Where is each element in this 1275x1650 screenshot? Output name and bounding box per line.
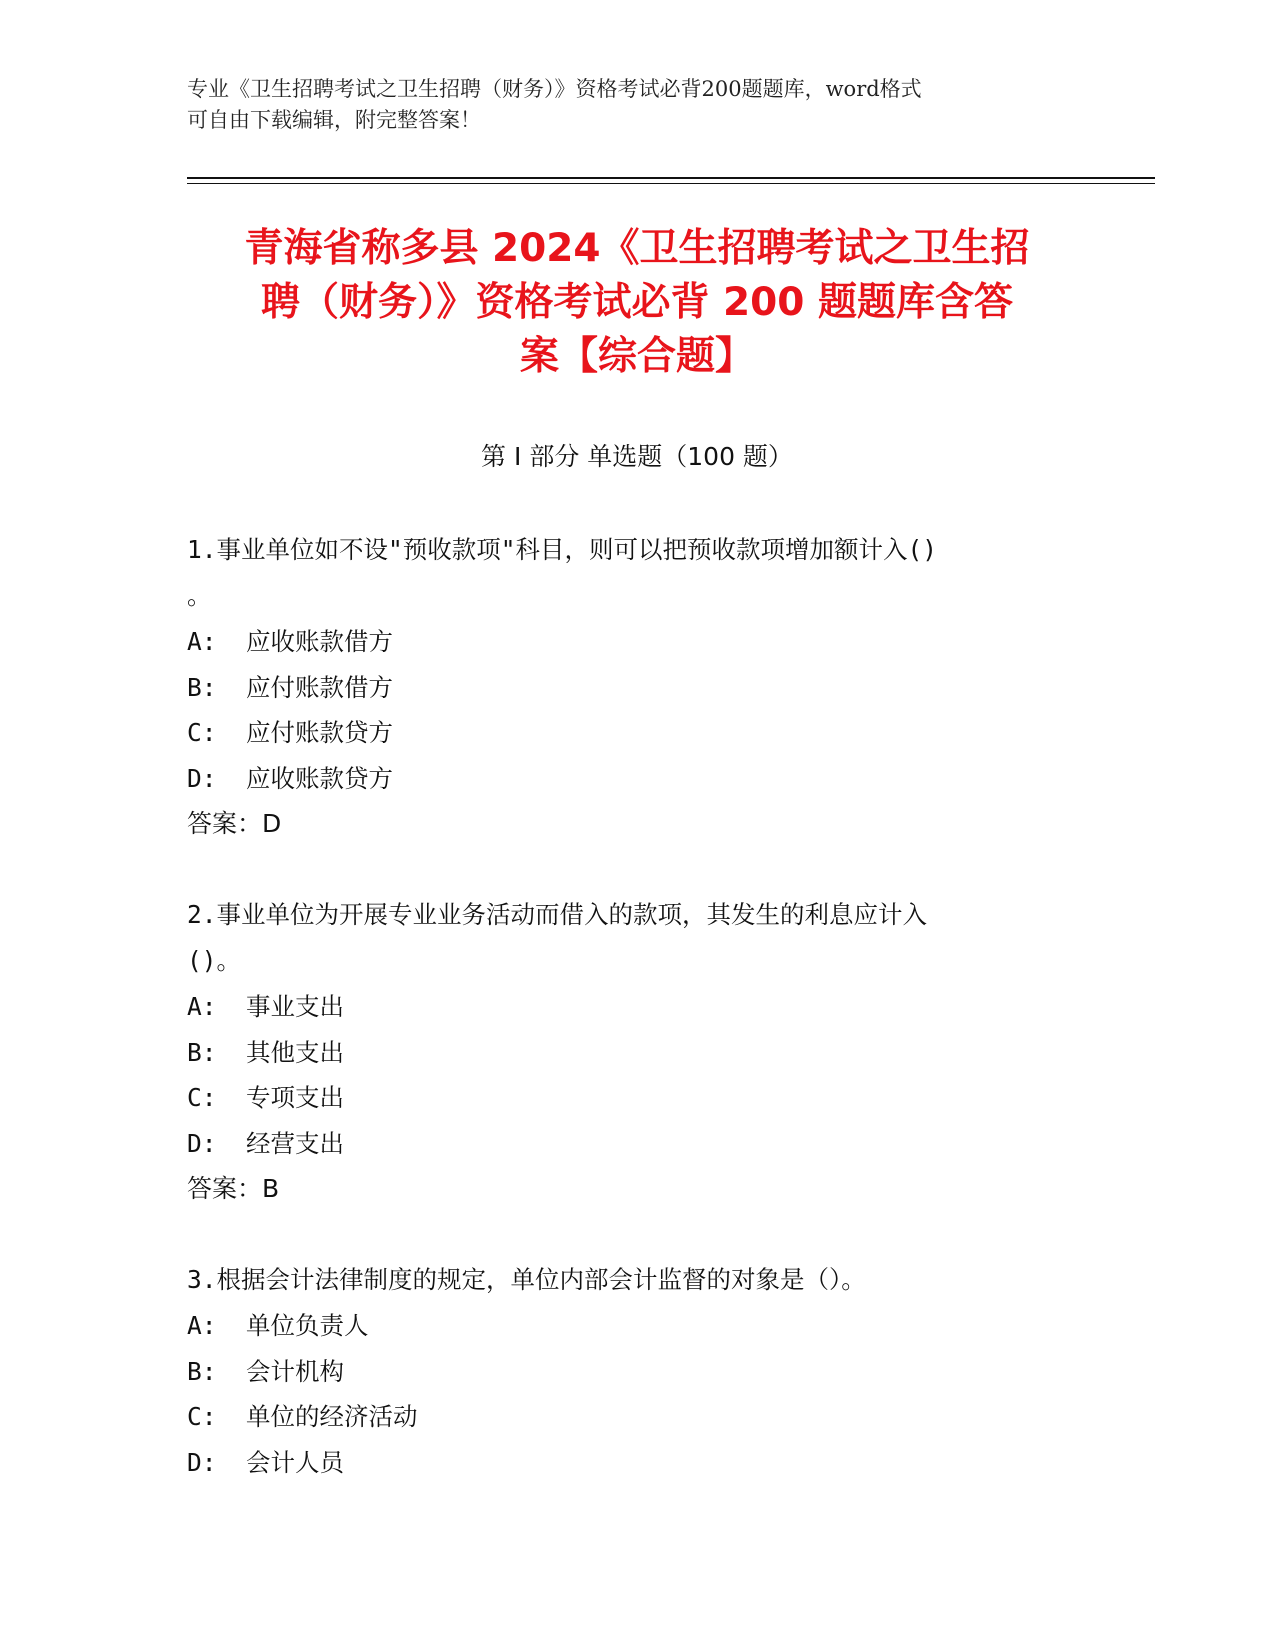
question-2-option-d: D: 经营支出 <box>187 1128 345 1158</box>
question-1-option-b: B: 应付账款借方 <box>187 672 394 702</box>
question-2 <box>187 892 1087 1212</box>
question-1-text-line-2: 。 <box>187 581 212 610</box>
header-divider-thick <box>187 177 1155 179</box>
question-1 <box>187 527 1087 847</box>
question-3-text-line-1: 3.根据会计法律制度的规定，单位内部会计监督的对象是（）。 <box>187 1265 866 1294</box>
question-1-option-a: A: 应收账款借方 <box>187 627 394 656</box>
question-1-option-d: D: 应收账款贷方 <box>187 763 394 793</box>
header-note-line-1: 专业《卫生招聘考试之卫生招聘（财务）》资格考试必背200题题库，word格式 <box>187 77 922 101</box>
header-note-line-2: 可自由下载编辑，附完整答案！ <box>187 108 481 132</box>
question-3-option-a: A: 单位负责人 <box>187 1311 369 1340</box>
question-2-option-b: B: 其他支出 <box>187 1037 345 1067</box>
question-2-text-line-2: ()。 <box>187 946 242 975</box>
question-1-answer: 答案：D <box>187 809 282 838</box>
question-list <box>187 527 1087 1530</box>
document-title-line-1: 青海省称多县 2024《卫生招聘考试之卫生招 <box>244 226 1030 271</box>
question-3 <box>187 1257 1087 1485</box>
question-2-option-c: C: 专项支出 <box>187 1083 345 1112</box>
document-title-line-3: 案【综合题】 <box>519 334 754 379</box>
question-3-option-d: D: 会计人员 <box>187 1447 345 1477</box>
question-1-option-c: C: 应付账款贷方 <box>187 718 394 747</box>
question-3-option-b: B: 会计机构 <box>187 1356 345 1386</box>
document-title-line-2: 聘（财务）》资格考试必背 200 题题库含答 <box>260 280 1014 325</box>
header-divider-thin <box>187 183 1155 184</box>
document-title <box>187 222 1087 384</box>
question-1-text-line-1: 1.事业单位如不设"预收款项"科目，则可以把预收款项增加额计入() <box>187 535 937 564</box>
question-2-answer: 答案：B <box>187 1174 280 1203</box>
section-heading: 第 I 部分 单选题（100 题） <box>481 442 793 471</box>
question-2-text-line-1: 2.事业单位为开展专业业务活动而借入的款项，其发生的利息应计入 <box>187 900 927 929</box>
question-2-option-a: A: 事业支出 <box>187 992 345 1021</box>
header-note <box>187 74 1087 136</box>
question-3-option-c: C: 单位的经济活动 <box>187 1402 418 1431</box>
